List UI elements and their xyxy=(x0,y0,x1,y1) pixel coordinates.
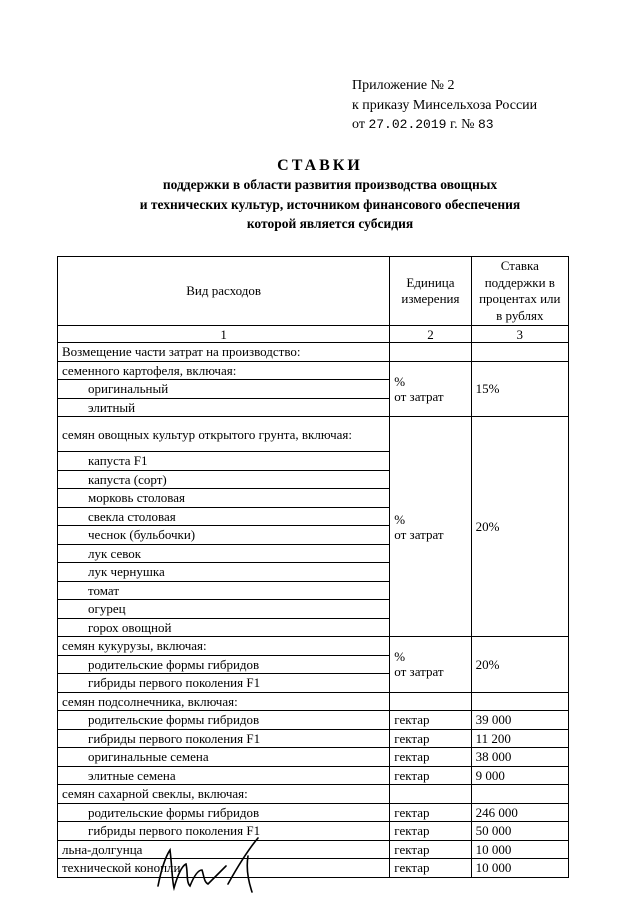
beet-item: родительские формы гибридов xyxy=(58,803,390,822)
flax-rate: 10 000 xyxy=(471,840,568,859)
appendix-line3 xyxy=(352,115,537,135)
unit-percent: % xyxy=(394,511,406,527)
corn-item: гибриды первого поколения F1 xyxy=(58,674,390,693)
group-corn-unit xyxy=(390,637,471,693)
flax-item: льна-долгунца xyxy=(58,840,390,859)
table-row xyxy=(58,766,569,785)
sunflower-unit: гектар xyxy=(390,711,471,730)
appendix-line2: к приказу Минсельхоза России xyxy=(352,97,538,113)
document-subtitle xyxy=(60,175,600,234)
veg-item: чеснок (бульбочки) xyxy=(58,526,390,545)
group-potato-unit xyxy=(390,361,471,417)
group-veg-rate: 20% xyxy=(471,417,568,637)
veg-item: томат xyxy=(58,581,390,600)
table-header-row xyxy=(58,257,569,326)
empty-cell xyxy=(390,692,471,711)
table-row xyxy=(58,711,569,730)
header-rate: Ставка поддержки в процентах или в рублях xyxy=(471,257,568,326)
veg-item: свекла столовая xyxy=(58,507,390,526)
appendix-block xyxy=(352,76,537,135)
empty-cell xyxy=(471,785,568,804)
appendix-number-label: г. № xyxy=(449,117,475,132)
empty-cell xyxy=(471,343,568,362)
hemp-unit: гектар xyxy=(390,859,471,878)
signature-scribble xyxy=(148,836,268,896)
group-potato-title-row xyxy=(58,361,569,380)
group-potato-title: семенного картофеля, включая: xyxy=(58,361,390,380)
sunflower-rate: 9 000 xyxy=(471,766,568,785)
unit-from-costs: от затрат xyxy=(394,388,444,404)
beet-unit: гектар xyxy=(390,822,471,841)
header-unit: Единица измерения xyxy=(390,257,471,326)
group-veg-title: семян овощных культур открытого грунта, включая: xyxy=(58,417,390,452)
rates-table xyxy=(57,256,569,878)
veg-item: морковь столовая xyxy=(58,489,390,508)
group-corn-rate: 20% xyxy=(471,637,568,693)
table-row xyxy=(58,803,569,822)
unit-percent: % xyxy=(394,373,406,389)
beet-item: гибриды первого поколения F1 xyxy=(58,822,390,841)
column-number-row xyxy=(58,326,569,343)
sunflower-unit: гектар xyxy=(390,748,471,767)
empty-cell xyxy=(471,692,568,711)
sunflower-unit: гектар xyxy=(390,766,471,785)
unit-percent: % xyxy=(394,649,406,665)
appendix-date: 27.02.2019 xyxy=(368,117,447,132)
group-veg-title-row xyxy=(58,417,569,452)
table-row xyxy=(58,748,569,767)
beet-rate: 246 000 xyxy=(471,803,568,822)
sunflower-item: родительские формы гибридов xyxy=(58,711,390,730)
table-row xyxy=(58,729,569,748)
table-row xyxy=(58,840,569,859)
sunflower-item: гибриды первого поколения F1 xyxy=(58,729,390,748)
appendix-number: 83 xyxy=(477,117,494,132)
empty-cell xyxy=(390,343,471,362)
subtitle-line2: и технических культур, источником финансового обеспечения xyxy=(139,196,521,212)
appendix-date-prefix: от xyxy=(352,117,365,132)
sunflower-item: элитные семена xyxy=(58,766,390,785)
empty-cell xyxy=(390,785,471,804)
section-title-row xyxy=(58,343,569,362)
veg-item: лук чернушка xyxy=(58,563,390,582)
group-sunflower-title-row xyxy=(58,692,569,711)
potato-item: оригинальный xyxy=(58,380,390,399)
veg-item: горох овощной xyxy=(58,618,390,637)
veg-item: огурец xyxy=(58,600,390,619)
sunflower-rate: 39 000 xyxy=(471,711,568,730)
group-corn-title: семян кукурузы, включая: xyxy=(58,637,390,656)
document-title: СТАВКИ xyxy=(277,157,363,174)
beet-unit: гектар xyxy=(390,803,471,822)
beet-rate: 50 000 xyxy=(471,822,568,841)
group-sunflower-title: семян подсолнечника, включая: xyxy=(58,692,390,711)
veg-item: лук севок xyxy=(58,544,390,563)
unit-from-costs: от затрат xyxy=(394,526,444,542)
group-veg-unit xyxy=(390,417,471,637)
veg-item: капуста F1 xyxy=(58,452,390,471)
column-number-1: 1 xyxy=(58,326,390,343)
group-beet-title-row xyxy=(58,785,569,804)
unit-from-costs: от затрат xyxy=(394,664,444,680)
appendix-line1: Приложение № 2 xyxy=(352,78,455,93)
sunflower-item: оригинальные семена xyxy=(58,748,390,767)
subtitle-line1: поддержки в области развития производства овощных xyxy=(162,177,498,192)
group-corn-title-row xyxy=(58,637,569,656)
sunflower-rate: 38 000 xyxy=(471,748,568,767)
table-row xyxy=(58,859,569,878)
table-row xyxy=(58,822,569,841)
sunflower-rate: 11 200 xyxy=(471,729,568,748)
potato-item: элитный xyxy=(58,398,390,417)
column-number-2: 2 xyxy=(390,326,471,343)
hemp-item: технической конопли xyxy=(58,859,390,878)
veg-item: капуста (сорт) xyxy=(58,470,390,489)
subtitle-line3: которой является субсидия xyxy=(246,216,414,231)
sunflower-unit: гектар xyxy=(390,729,471,748)
group-potato-rate: 15% xyxy=(471,361,568,417)
hemp-rate: 10 000 xyxy=(471,859,568,878)
section-title: Возмещение части затрат на производство: xyxy=(58,343,390,362)
group-beet-title: семян сахарной свеклы, включая: xyxy=(58,785,390,804)
flax-unit: гектар xyxy=(390,840,471,859)
column-number-3: 3 xyxy=(471,326,568,343)
corn-item: родительские формы гибридов xyxy=(58,655,390,674)
header-expense-type: Вид расходов xyxy=(58,257,390,326)
